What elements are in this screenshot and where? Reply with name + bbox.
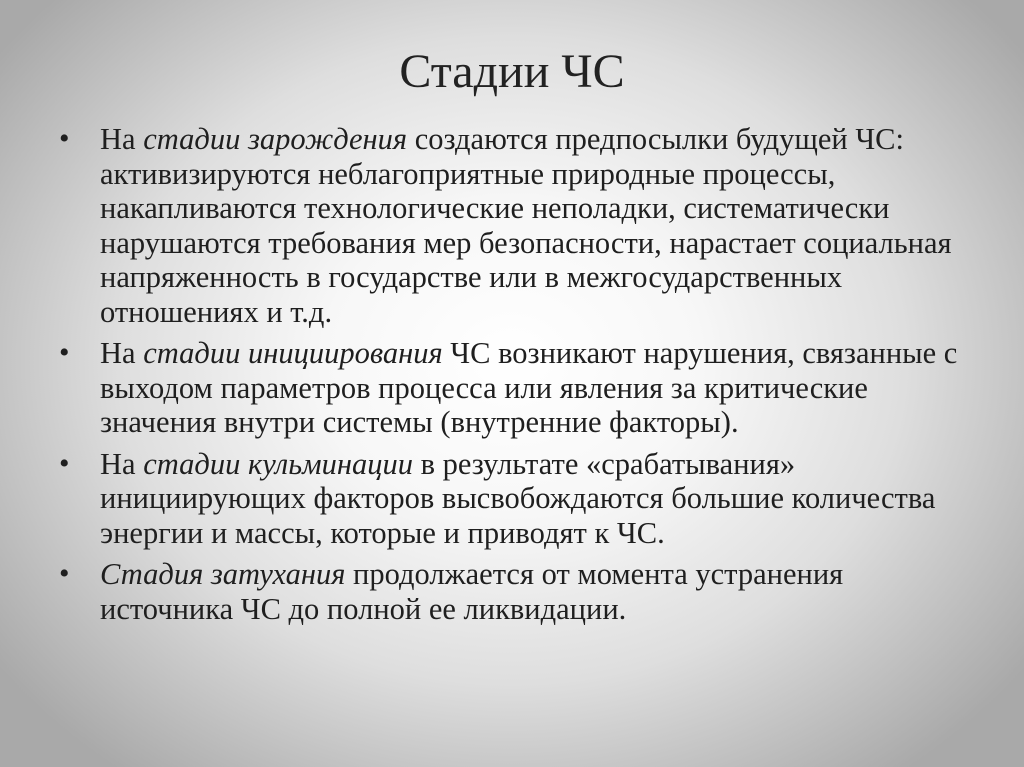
bullet-lead: На xyxy=(100,446,144,481)
bullet-icon: • xyxy=(59,336,70,369)
bullet-item-initiation xyxy=(56,336,976,440)
bullet-text: ЧС возникают нарушения, связанные с выходом параметров процесса или явления за критические значения внутри системы (внутренние факторы). xyxy=(100,336,958,439)
bullet-item-origin xyxy=(56,122,976,329)
bullet-lead: На xyxy=(100,336,144,370)
bullet-text: в результате «срабатывания» инициирующих факторов высвобождаются большие количества энергии и массы, которые и приводят к ЧС. xyxy=(100,446,936,550)
bullet-term: Стадия затухания xyxy=(100,557,346,591)
bullet-item-culmination xyxy=(56,447,976,551)
slide-title: Стадии ЧС xyxy=(399,45,625,98)
bullet-item-attenuation xyxy=(56,557,976,626)
bullet-icon: • xyxy=(59,557,70,590)
bullet-icon: • xyxy=(59,122,70,155)
bullet-term: стадии зарождения xyxy=(143,122,408,156)
bullet-term: стадии кульминации xyxy=(143,446,413,481)
bullet-text: продолжается от момента устранения источника ЧС до полной ее ликвидации. xyxy=(100,557,844,626)
bullet-term: стадии инициирования xyxy=(143,336,443,370)
bullet-lead: На xyxy=(100,122,144,156)
bullet-list xyxy=(56,122,976,633)
bullet-icon: • xyxy=(59,446,70,480)
bullet-text: создаются предпосылки будущей ЧС: активизируются неблагоприятные природные процессы, накапливаются технологические неполадки, систематически нарушаются требования мер безопасности, нарастает социальная напряженность в государстве или в межгосударственных отношениях и т.д. xyxy=(100,122,952,329)
